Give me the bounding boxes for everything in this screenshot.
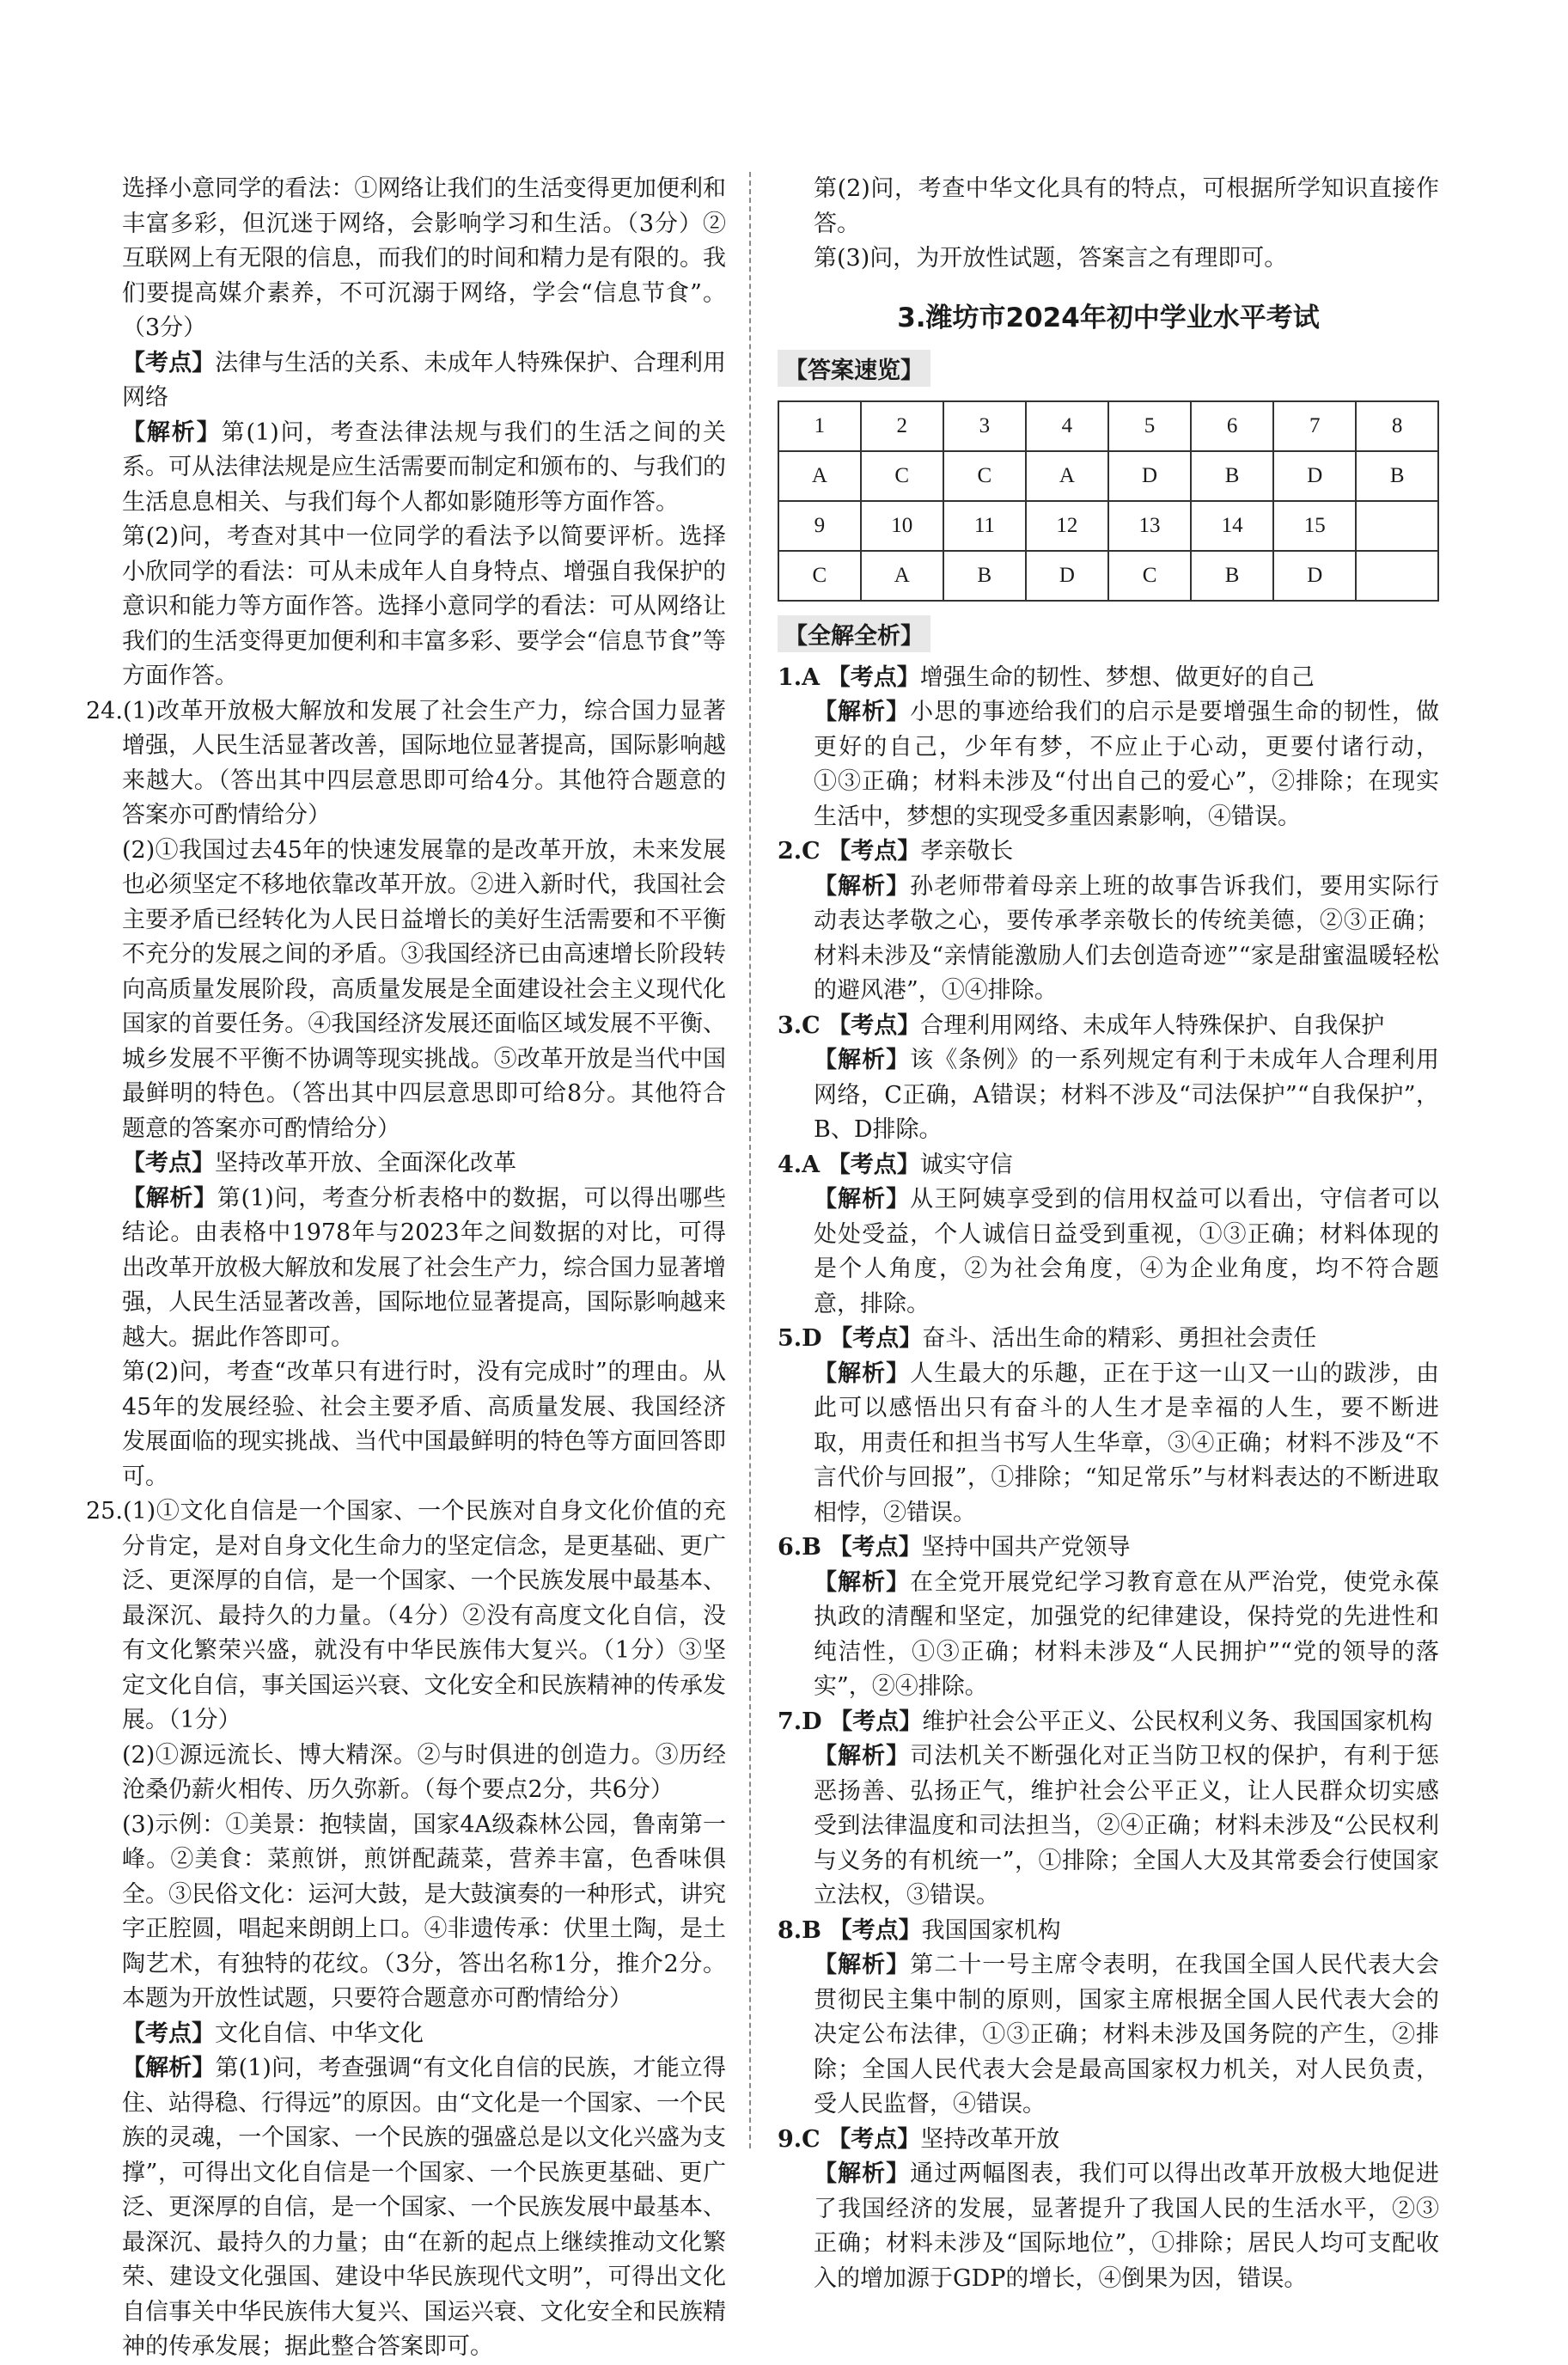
kaodian-tag: 【考点】 — [122, 349, 216, 376]
jiexi-tag: 【解析】 — [814, 1568, 911, 1596]
q23-jiexi — [86, 416, 726, 521]
column-divider — [749, 172, 751, 2148]
kaodian-text: 法律与生活的关系、未成年人特殊保护、合理利用网络 — [122, 349, 727, 411]
table-cell: C — [1108, 551, 1191, 601]
item-4-heading — [778, 1148, 1439, 1183]
item-number: 2.C — [778, 838, 821, 865]
q25-jiexi — [86, 2051, 726, 2365]
table-cell: 15 — [1273, 501, 1356, 551]
q25-jiexi-2: 第(2)问，考查中华文化具有的特点，可根据所学知识直接作答。 — [814, 175, 1439, 237]
q25-part3: (3)示例：①美景：抱犊崮，国家4A级森林公园，鲁南第一峰。②美食：菜煎饼，煎饼配蔬菜，营养丰富，色香味俱全。③民俗文化：运河大鼓，是大鼓演奏的一种形式，讲究字正腔圆，唱起来朗朗上口。④非遗传承：伏里土陶，是土陶艺术，有独特的花纹。（3分，答出名称1分，推介2分。本题为开放性试题，只要符合题意亦可酌情给分） — [122, 1811, 726, 2012]
item-9-heading — [778, 2123, 1439, 2158]
jiexi-text: 第(1)问，考查法律法规与我们的生活之间的关系。可从法律法规是应生活需要而制定和颁布的、与我们的生活息息相关、与我们每个人都如影随形等方面作答。 — [122, 419, 726, 516]
jiexi-tag: 【解析】 — [814, 1047, 911, 1073]
kaodian-text: 维护社会公平正义、公民权利义务、我国国家机构 — [922, 1708, 1433, 1735]
q25-kaodian — [86, 2017, 726, 2052]
item-number: 6.B — [778, 1534, 822, 1561]
jiexi-tag: 【解析】 — [814, 872, 911, 900]
table-cell: D — [1026, 551, 1108, 601]
jiexi-text: 从王阿姨享受到的信用权益可以看出，守信者可以处处受益，个人诚信日益受到重视，①③正确；材料体现的是个人角度，②为社会角度，④为企业角度，均不符合题意，排除。 — [814, 1186, 1440, 1317]
jiexi-text: 在全党开展党纪学习教育意在从严治党，使党永葆执政的清醒和坚定，加强党的纪律建设，保持党的先进性和纯洁性，①③正确；材料未涉及“人民拥护”“党的领导的落实”，②④排除。 — [814, 1568, 1440, 1700]
jiexi-tag: 【解析】 — [814, 1743, 911, 1769]
kaodian-text: 文化自信、中华文化 — [215, 2020, 424, 2047]
table-row — [778, 401, 1438, 451]
jiexi-text: 第(1)问，考查分析表格中的数据，可以得出哪些结论。由表格中1978年与2023年之间数据的对比，可得出改革开放极大解放和发展了社会生产力，综合国力显著增强，人民生活显著改善，国际地位显著提高，国际影响越来越大。据此作答即可。 — [122, 1184, 726, 1351]
item-1-heading — [778, 661, 1439, 696]
kaodian-text: 合理利用网络、未成年人特殊保护、自我保护 — [920, 1011, 1385, 1039]
jiexi-tag: 【解析】 — [122, 1184, 217, 1212]
item-7-heading — [778, 1705, 1439, 1740]
answer-overview-label: 【答案速览】 — [778, 350, 930, 387]
kaodian-tag: 【考点】 — [122, 1150, 215, 1176]
kaodian-tag: 【考点】 — [829, 1708, 923, 1735]
table-cell: A — [861, 551, 943, 601]
jiexi-text: 第二十一号主席令表明，在我国全国人民代表大会贯彻民主集中制的原则，国家主席根据全国人民代表大会的决定公布法律，①③正确；材料未涉及国务院的产生，②排除；全国人民代表大会是最高国家权力机关，对人民负责，受人民监督，④错误。 — [814, 1952, 1440, 2118]
item-3-heading — [778, 1009, 1439, 1044]
kaodian-text: 奋斗、活出生命的精彩、勇担社会责任 — [922, 1325, 1317, 1352]
kaodian-tag: 【考点】 — [829, 1325, 923, 1352]
table-cell: A — [778, 451, 861, 501]
q23-answer-tail: 选择小意同学的看法：①网络让我们的生活变得更加便利和丰富多彩，但沉迷于网络，会影响学习和生活。（3分）②互联网上有无限的信息，而我们的时间和精力是有限的。我们要提高媒介素养，不可沉溺于网络，学会“信息节食”。（3分） — [122, 175, 726, 341]
answer-table — [778, 400, 1439, 602]
kaodian-text: 孝亲敬长 — [920, 838, 1014, 865]
kaodian-text: 诚实守信 — [919, 1151, 1013, 1178]
item-number: 4.A — [778, 1151, 821, 1178]
jiexi-text: 该《条例》的一系列规定有利于未成年人合理利用网络，C正确，A错误；材料不涉及“司法保护”“自我保护”，B、D排除。 — [814, 1047, 1440, 1143]
item-9-jiexi — [778, 2157, 1439, 2296]
table-cell: 3 — [943, 401, 1026, 451]
kaodian-tag: 【考点】 — [828, 1916, 922, 1944]
item-number: 5.D — [778, 1325, 822, 1352]
item-6-jiexi — [778, 1566, 1439, 1705]
table-cell: 14 — [1191, 501, 1273, 551]
jiexi-tag: 【解析】 — [814, 2160, 911, 2187]
table-cell: 9 — [778, 501, 861, 551]
q24-part1: 24.(1)改革开放极大解放和发展了社会生产力，综合国力显著增强，人民生活显著改善，国际地位显著提高，国际影响越来越大。（答出其中四层意思即可给4分。其他符合题意的答案亦可酌情给分） — [86, 697, 726, 828]
kaodian-text: 我国国家机构 — [921, 1916, 1061, 1944]
q24-jiexi — [86, 1182, 726, 1356]
table-cell: A — [1026, 451, 1108, 501]
q25-part2: (2)①源远流长、博大精深。②与时俱进的创造力。③历经沧桑仍薪火相传、历久弥新。（每个要点2分，共6分） — [122, 1741, 726, 1803]
item-8-jiexi — [778, 1948, 1439, 2123]
jiexi-text: 司法机关不断强化对正当防卫权的保护，有利于惩恶扬善、弘扬正气，维护社会公平正义，让人民群众切实感受到法律温度和司法担当，②④正确；材料未涉及“公民权利与义务的有机统一”，①排除；全国人大及其常委会行使国家立法权，③错误。 — [814, 1743, 1440, 1909]
kaodian-tag: 【考点】 — [827, 1011, 921, 1039]
table-cell: B — [1356, 451, 1438, 501]
q24-jiexi-2: 第(2)问，考查“改革只有进行时，没有完成时”的理由。从45年的发展经验、社会主要矛盾、高质量发展、我国经济发展面临的现实挑战、当代中国最鲜明的特色等方面回答即可。 — [122, 1359, 726, 1490]
jiexi-tag: 【解析】 — [814, 699, 911, 725]
item-number: 9.C — [778, 2125, 821, 2153]
item-4-jiexi — [778, 1182, 1439, 1322]
item-2-heading — [778, 834, 1439, 870]
item-5-heading — [778, 1322, 1439, 1357]
exam-title: 3.潍坊市2024年初中学业水平考试 — [897, 302, 1320, 333]
table-row — [778, 451, 1438, 501]
table-row — [778, 501, 1438, 551]
q25-jiexi-3: 第(3)问，为开放性试题，答案言之有理即可。 — [814, 245, 1288, 272]
jiexi-text: 小思的事迹给我们的启示是要增强生命的韧性，做更好的自己，少年有梦，不应止于心动，更要付诸行动，①③正确；材料未涉及“付出自己的爱心”，②排除；在现实生活中，梦想的实现受多重因素影响，④错误。 — [814, 699, 1440, 830]
item-6-heading — [778, 1531, 1439, 1566]
right-column — [778, 172, 1439, 2296]
table-cell: C — [943, 451, 1026, 501]
item-5-jiexi — [778, 1357, 1439, 1531]
kaodian-text: 坚持改革开放 — [920, 2125, 1060, 2153]
table-cell: 6 — [1191, 401, 1273, 451]
kaodian-tag: 【考点】 — [827, 2125, 921, 2153]
jiexi-tag: 【解析】 — [122, 419, 222, 446]
kaodian-text: 坚持改革开放、全面深化改革 — [215, 1150, 516, 1176]
item-number: 3.C — [778, 1011, 821, 1039]
table-cell — [1356, 501, 1438, 551]
item-3-jiexi — [778, 1043, 1439, 1148]
kaodian-text: 坚持中国共产党领导 — [921, 1534, 1131, 1561]
item-number: 1.A — [778, 663, 821, 691]
jiexi-tag: 【解析】 — [122, 2055, 216, 2081]
table-cell: 11 — [943, 501, 1026, 551]
table-cell: C — [861, 451, 943, 501]
table-cell: 7 — [1273, 401, 1356, 451]
q25-part1: 25.(1)①文化自信是一个国家、一个民族对自身文化价值的充分肯定，是对自身文化生命力的坚定信念，是更基础、更广泛、更深厚的自信，是一个国家、一个民族发展中最基本、最深沉、最持久的力量。（4分）②没有高度文化自信，没有文化繁荣兴盛，就没有中华民族伟大复兴。（1分）③坚定文化自信，事关国运兴衰、文化安全和民族精神的传承发展。（1分） — [86, 1498, 726, 1733]
item-7-jiexi — [778, 1739, 1439, 1914]
table-cell: B — [1191, 451, 1273, 501]
kaodian-text: 增强生命的韧性、梦想、做更好的自己 — [919, 663, 1315, 691]
table-cell: D — [1273, 551, 1356, 601]
item-number: 7.D — [778, 1708, 822, 1735]
table-cell: B — [943, 551, 1026, 601]
table-cell — [1356, 551, 1438, 601]
table-cell: D — [1273, 451, 1356, 501]
table-cell: C — [778, 551, 861, 601]
table-cell: B — [1191, 551, 1273, 601]
q24-part2: (2)①我国过去45年的快速发展靠的是改革开放，未来发展也必须坚定不移地依靠改革开放。②进入新时代，我国社会主要矛盾已经转化为人民日益增长的美好生活需要和不平衡不充分的发展之间的矛盾。③我国经济已由高速增长阶段转向高质量发展阶段，高质量发展是全面建设社会主义现代化国家的首要任务。④我国经济发展还面临区域发展不平衡、城乡发展不平衡不协调等现实挑战。⑤改革开放是当代中国最鲜明的特色。（答出其中四层意思即可给8分。其他符合题意的答案亦可酌情给分） — [122, 836, 726, 1142]
jiexi-tag: 【解析】 — [814, 1360, 911, 1387]
table-row — [778, 551, 1438, 601]
table-cell: 4 — [1026, 401, 1108, 451]
q23-kaodian — [86, 346, 726, 416]
kaodian-tag: 【考点】 — [828, 1534, 922, 1561]
jiexi-text: 第(1)问，考查强调“有文化自信的民族，才能立得住、站得稳、行得远”的原因。由“文化是一个国家、一个民族的灵魂，一个国家、一个民族的强盛总是以文化兴盛为支撑”，可得出文化自信是一个国家、一个民族更基础、更广泛、更深厚的自信，是一个国家、一个民族发展中最基本、最深沉、最持久的力量；由“在新的起点上继续推动文化繁荣、建设文化强国、建设中华民族现代文明”，可得出文化自信事关中华民族伟大复兴、国运兴衰、文化安全和民族精神的传承发展；据此整合答案即可。 — [122, 2055, 726, 2360]
q23-jiexi-2: 第(2)问，考查对其中一位同学的看法予以简要评析。选择小欣同学的看法：可从未成年人自身特点、增强自我保护的意识和能力等方面作答。选择小意同学的看法：可从网络让我们的生活变得更加便利和丰富多彩、要学会“信息节食”等方面作答。 — [122, 523, 726, 689]
table-cell: 8 — [1356, 401, 1438, 451]
item-8-heading — [778, 1914, 1439, 1949]
table-cell: 10 — [861, 501, 943, 551]
table-cell: 2 — [861, 401, 943, 451]
table-cell: 5 — [1108, 401, 1191, 451]
item-1-jiexi — [778, 695, 1439, 834]
table-cell: 1 — [778, 401, 861, 451]
jiexi-text: 人生最大的乐趣，正在于这一山又一山的跋涉，由此可以感悟出只有奋斗的人生才是幸福的人生，要不断进取，用责任和担当书写人生华章，③④正确；材料不涉及“不言代价与回报”，①排除；“知足常乐”与材料表达的不断进取相悖，②错误。 — [814, 1360, 1440, 1526]
table-cell: D — [1108, 451, 1191, 501]
kaodian-tag: 【考点】 — [827, 663, 920, 691]
kaodian-tag: 【考点】 — [827, 1151, 920, 1178]
item-number: 8.B — [778, 1916, 822, 1944]
jiexi-tag: 【解析】 — [814, 1186, 911, 1213]
table-cell: 12 — [1026, 501, 1108, 551]
full-analysis-label: 【全解全析】 — [778, 615, 930, 652]
jiexi-text: 孙老师带着母亲上班的故事告诉我们，要用实际行动表达孝敬之心，要传承孝亲敬长的传统美德，②③正确；材料未涉及“亲情能激励人们去创造奇迹”“家是甜蜜温暖轻松的避风港”，①④排除。 — [814, 872, 1440, 1004]
kaodian-tag: 【考点】 — [827, 838, 921, 865]
jiexi-tag: 【解析】 — [814, 1952, 911, 1978]
table-cell: 13 — [1108, 501, 1191, 551]
kaodian-tag: 【考点】 — [122, 2020, 215, 2047]
q24-kaodian — [86, 1146, 726, 1182]
item-2-jiexi — [778, 870, 1439, 1009]
left-column — [86, 172, 726, 2365]
jiexi-text: 通过两幅图表，我们可以得出改革开放极大地促进了我国经济的发展，显著提升了我国人民的生活水平，②③正确；材料未涉及“国际地位”，①排除；居民人均可支配收入的增加源于GDP的增长，④倒果为因，错误。 — [814, 2160, 1440, 2292]
